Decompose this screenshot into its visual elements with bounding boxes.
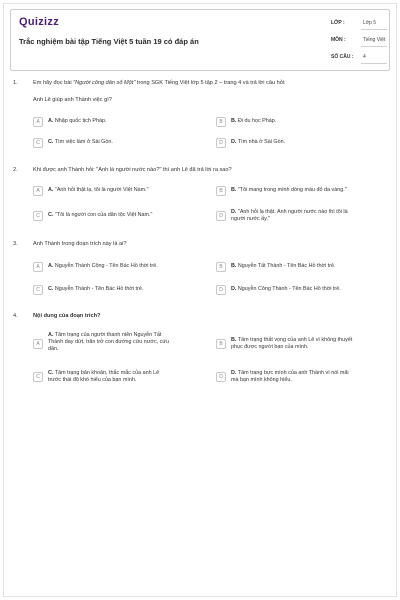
option-a[interactable]: A A. Nhập quốc tịch Pháp. [33, 117, 193, 129]
option-b[interactable]: B B. Nguyễn Tất Thành - Tên Bác Hồ thời trẻ. [216, 262, 386, 274]
option-b[interactable]: B B. Tâm trạng thất vọng của anh Lê vì không thuyết phục được người bạn của mình. [216, 336, 391, 354]
meta-row-count [313, 50, 391, 64]
option-letter-box: C [33, 285, 43, 295]
option-c[interactable]: C C. Nguyễn Thành - Tên Bác Hồ thời trẻ. [33, 285, 203, 297]
meta-row-subject [313, 33, 391, 47]
option-letter-box: B [216, 117, 226, 127]
option-c[interactable]: C C. Tìm việc làm ở Sài Gòn. [33, 138, 193, 150]
option-a[interactable]: A A. "Anh hỏi thật lạ, tôi là người Việt Nam." [33, 186, 203, 198]
option-c[interactable]: C C. Tâm trạng băn khoăn, thắc mắc của anh Lê trước thái độ khó hiểu của bạn mình. [33, 369, 208, 387]
worksheet-title: Trắc nghiệm bài tập Tiếng Việt 5 tuần 19 có đáp án [19, 37, 199, 46]
question-subtext: Anh Lê giúp anh Thành việc gì? [33, 97, 112, 103]
question-text: Anh Thành trong đoạn trích này là ai? [33, 241, 127, 247]
option-letter-box: A [33, 262, 43, 272]
option-letter-box: B [216, 339, 226, 349]
question-number: 4. [13, 313, 18, 319]
option-b[interactable]: B B. "Tôi mang trong mình dòng máu đỏ da vàng." [216, 186, 386, 198]
option-letter-box: D [216, 211, 226, 221]
quizizz-logo: Quizizz [19, 16, 59, 28]
question-number: 3. [13, 241, 18, 247]
meta-table [313, 10, 391, 72]
page-border [3, 3, 397, 597]
option-letter-box: D [216, 138, 226, 148]
option-a[interactable]: A A. Tâm trạng của người thanh niên Nguyễn Tất Thành day dứt, trăn trở con đường cứu nước, cứu dân. [33, 331, 208, 357]
option-letter-box: C [33, 138, 43, 148]
option-letter-box: D [216, 285, 226, 295]
meta-underline [361, 29, 387, 30]
meta-key: SỐ CÂU : [331, 54, 354, 60]
meta-key: MÔN : [331, 37, 346, 43]
meta-underline [361, 46, 387, 47]
option-d[interactable]: D D. Nguyễn Công Thành - Tên Bác Hồ thời trẻ. [216, 285, 386, 297]
question-number: 2. [13, 167, 18, 173]
option-d[interactable]: D D. "Anh hỏi lạ thật. Anh người nước nào thì tôi là người nước ấy." [216, 208, 386, 228]
question-number: 1. [13, 80, 18, 86]
option-letter-box: B [216, 262, 226, 272]
option-d[interactable]: D D. Tâm trạng bực mình của anh Thành vì nói mãi mà bạn mình không hiểu. [216, 369, 391, 387]
meta-value: Tiếng Việt [363, 37, 386, 43]
option-letter-box: A [33, 117, 43, 127]
question-text: Khi được anh Thành hỏi: "Anh là người nước nào?" thì anh Lê đã trả lời ra sao? [33, 167, 232, 173]
option-a[interactable]: A A. Nguyễn Thành Công - Tên Bác Hồ thời trẻ. [33, 262, 203, 274]
option-d[interactable]: D D. Tìm nhà ở Sài Gòn. [216, 138, 376, 150]
meta-key: LỚP : [331, 20, 345, 26]
option-letter-box: D [216, 372, 226, 382]
option-letter-box: A [33, 339, 43, 349]
option-letter-box: A [33, 186, 43, 196]
meta-value: 4 [363, 54, 366, 60]
worksheet-header [10, 9, 390, 71]
option-letter-box: B [216, 186, 226, 196]
meta-value: Lớp 5 [363, 20, 377, 26]
option-c[interactable]: C C. "Tôi là người con của dân tộc Việt Nam." [33, 211, 203, 223]
option-b[interactable]: B B. Đi du học Pháp. [216, 117, 376, 129]
option-letter-box: C [33, 211, 43, 221]
meta-underline [361, 63, 387, 64]
meta-row-class [313, 16, 391, 30]
option-letter-box: C [33, 372, 43, 382]
question-text: Em hãy đọc bài "Người công dân số Một" trong SGK Tiếng Việt lớp 5 tập 2 – trang 4 và trả lời câu hỏi: [33, 80, 286, 86]
question-text: Nội dung của đoạn trích? [33, 313, 101, 319]
